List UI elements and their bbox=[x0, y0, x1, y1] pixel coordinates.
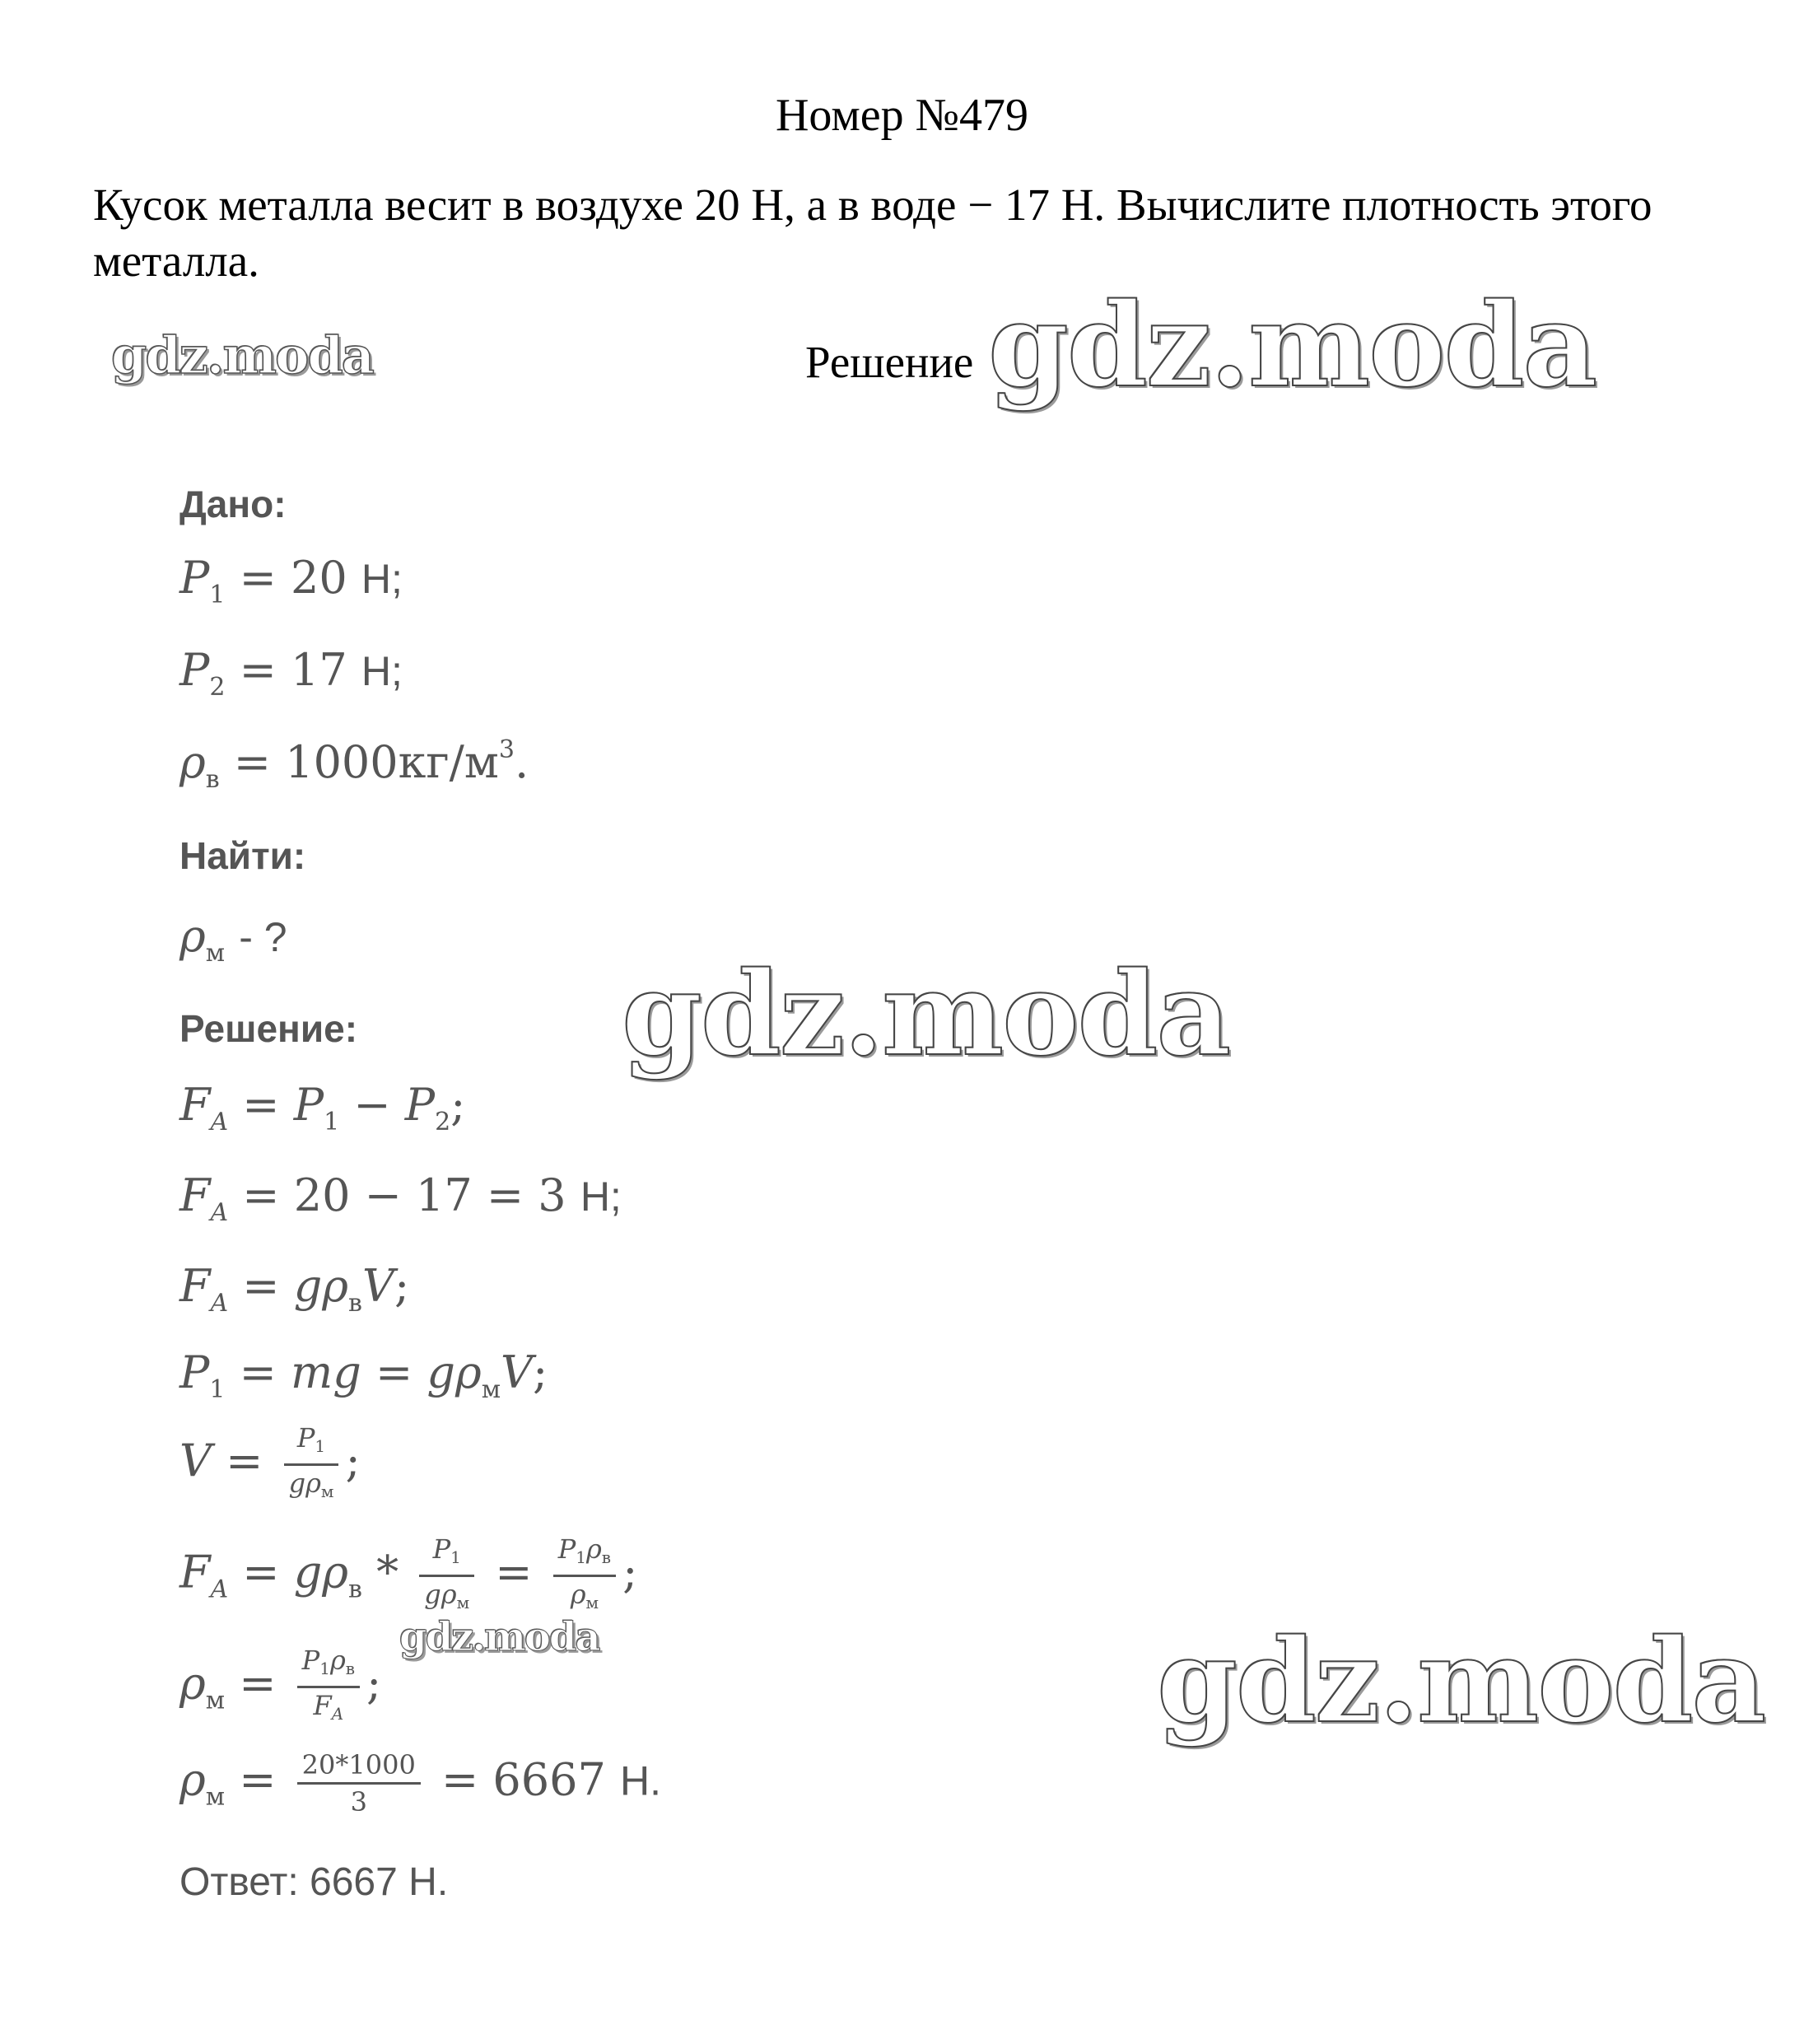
find-rho-metal: $\rho_м$ - ? bbox=[179, 910, 287, 968]
eq-volume: V = $\frac{P_1}{g\rho_м}$ ; bbox=[179, 1422, 361, 1501]
eq-density-value: $\rho_м$ = $\frac{20*1000}{3}$ = 6667 Н. bbox=[179, 1749, 661, 1818]
eq-archimedes: $F_A = g\rho_вV$; bbox=[179, 1260, 410, 1318]
watermark-logo: gdz.moda bbox=[111, 325, 373, 385]
given-rho-water: $\rho_в = 1000кг/м^3$. bbox=[179, 735, 529, 794]
solution-heading: Решение bbox=[805, 337, 974, 387]
find-label: Найти: bbox=[179, 834, 306, 877]
given-label: Дано: bbox=[179, 483, 287, 525]
given-p1: $P_1 = 20$ Н; bbox=[179, 552, 403, 609]
answer-line: Ответ: 6667 Н. bbox=[179, 1860, 449, 1904]
watermark-logo: gdz.moda bbox=[622, 947, 1230, 1082]
eq-density-formula: $\rho_м$ = $\frac{P_1\rho_в}{F_A}$ ; bbox=[179, 1645, 382, 1724]
watermark-logo: gdz.moda bbox=[399, 1614, 599, 1660]
given-p2: $P_2 = 17$ Н; bbox=[179, 644, 403, 702]
problem-statement: Кусок металла весит в воздухе 20 Н, а в воде − 17 Н. Вычислите плотность этого металла. bbox=[93, 180, 1653, 286]
eq-weight: $P_1$ = mg = $g\rho_мV$; bbox=[179, 1346, 548, 1404]
watermark-logo: gdz.moda bbox=[1157, 1614, 1765, 1749]
eq-buoyancy-diff: $F_A = P_1 - P_2$; bbox=[179, 1079, 466, 1136]
eq-buoyancy-value: $F_A = 20 - 17 = 3$ Н; bbox=[179, 1169, 622, 1227]
watermark-logo: gdz.moda bbox=[988, 278, 1597, 413]
eq-substitution: $F_A = g\rho_в$ * $\frac{P_1}{g\rho_м}$ = $\frac{P_1\rho_в}{\rho_м}$ ; bbox=[179, 1533, 638, 1612]
page-title: Номер №479 bbox=[775, 90, 1029, 141]
solve-label: Решение: bbox=[179, 1007, 358, 1050]
